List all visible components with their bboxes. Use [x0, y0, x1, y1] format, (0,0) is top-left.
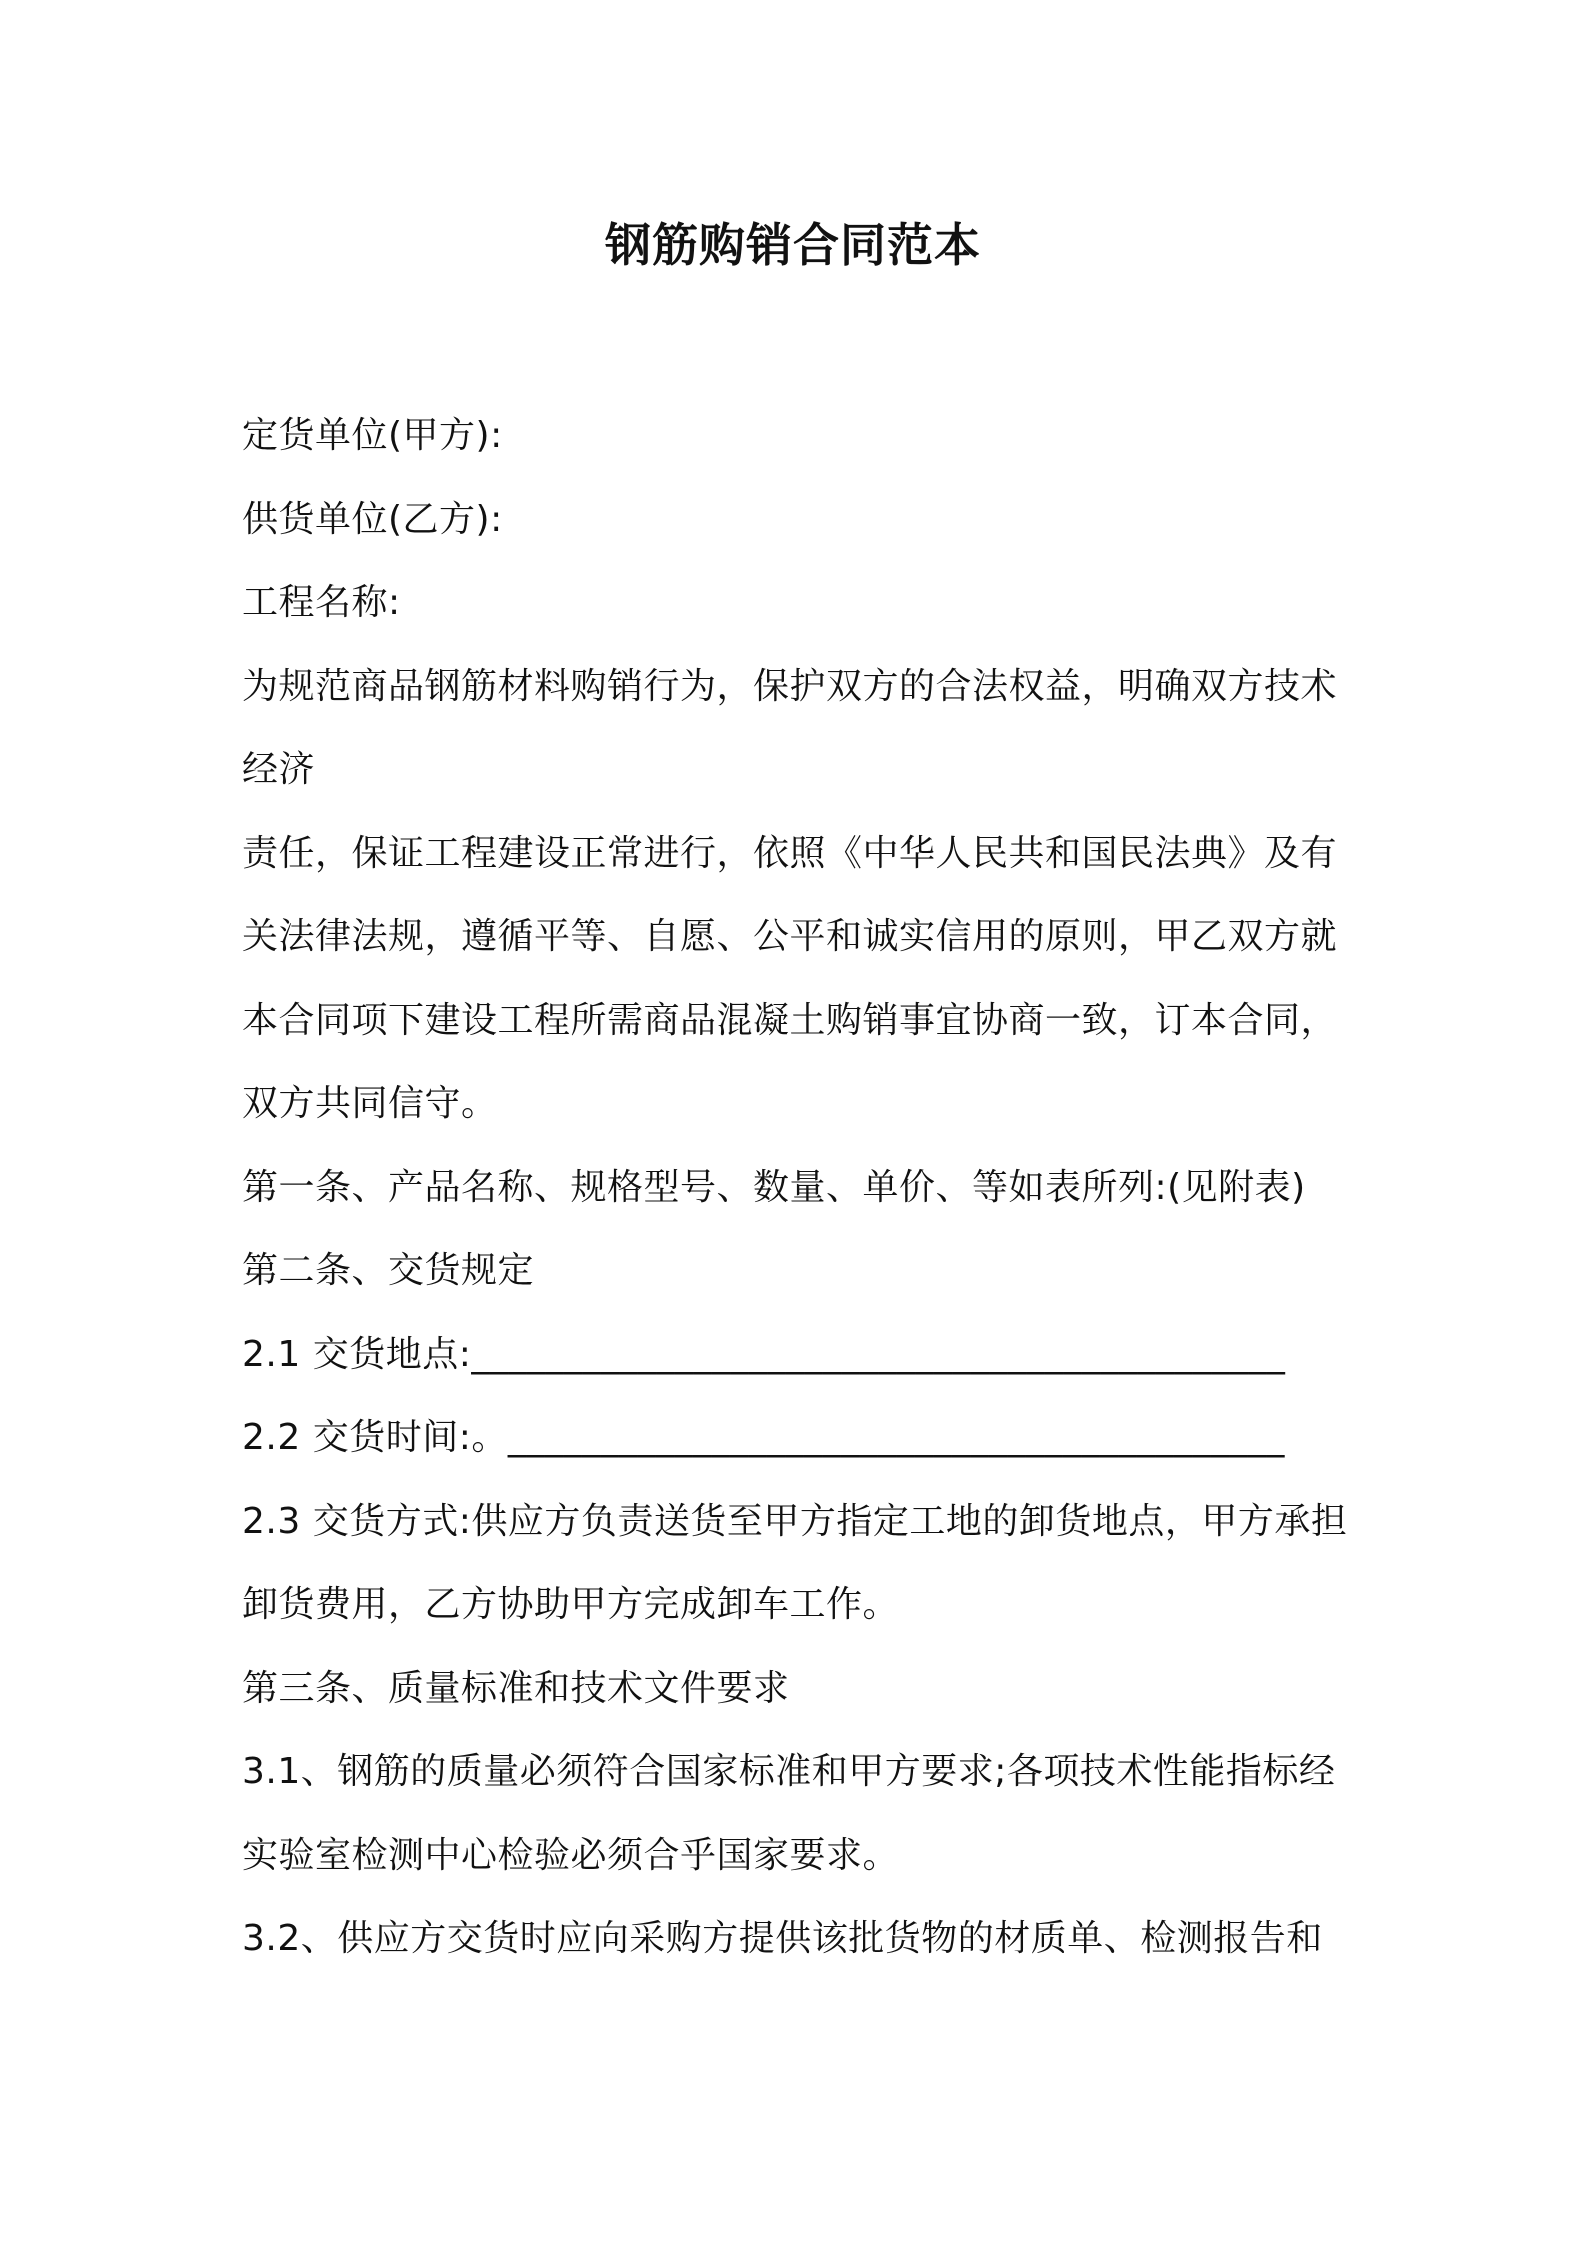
- text-line: 2.2 交货时间:。__________________________________________: [242, 1417, 1285, 1458]
- text-line: 第一条、产品名称、规格型号、数量、单价、等如表所列:(见附表): [242, 1167, 1306, 1208]
- text-line: 经济: [242, 749, 316, 790]
- text-line: 本合同项下建设工程所需商品混凝土购销事宜协商一致，订本合同，: [242, 1000, 1338, 1041]
- text-line: 关法律法规，遵循平等、自愿、公平和诚实信用的原则，甲乙双方就: [242, 916, 1338, 957]
- text-line: 工程名称:: [242, 582, 401, 623]
- text-line: 卸货费用，乙方协助甲方完成卸车工作。: [242, 1584, 900, 1625]
- text-line: 第三条、质量标准和技术文件要求: [242, 1668, 790, 1709]
- text-line: 双方共同信守。: [242, 1083, 498, 1124]
- text-line: 实验室检测中心检验必须合乎国家要求。: [242, 1835, 900, 1876]
- text-line: 2.3 交货方式:供应方负责送货至甲方指定工地的卸货地点，甲方承担: [242, 1501, 1348, 1542]
- text-line: 3.1、钢筋的质量必须符合国家标准和甲方要求;各项技术性能指标经: [242, 1751, 1336, 1792]
- text-line: 责任，保证工程建设正常进行，依照《中华人民共和国民法典》及有: [242, 833, 1338, 874]
- text-line: 2.1 交货地点:____________________________________________: [242, 1334, 1286, 1375]
- text-line: 定货单位(甲方):: [242, 415, 503, 456]
- text-line: 供货单位(乙方):: [242, 499, 503, 540]
- text-line: 第二条、交货规定: [242, 1250, 535, 1291]
- document-title: 钢筋购销合同范本: [605, 218, 981, 272]
- text-line: 3.2、供应方交货时应向采购方提供该批货物的材质单、检测报告和: [242, 1918, 1323, 1959]
- text-line: 为规范商品钢筋材料购销行为，保护双方的合法权益，明确双方技术: [242, 666, 1338, 707]
